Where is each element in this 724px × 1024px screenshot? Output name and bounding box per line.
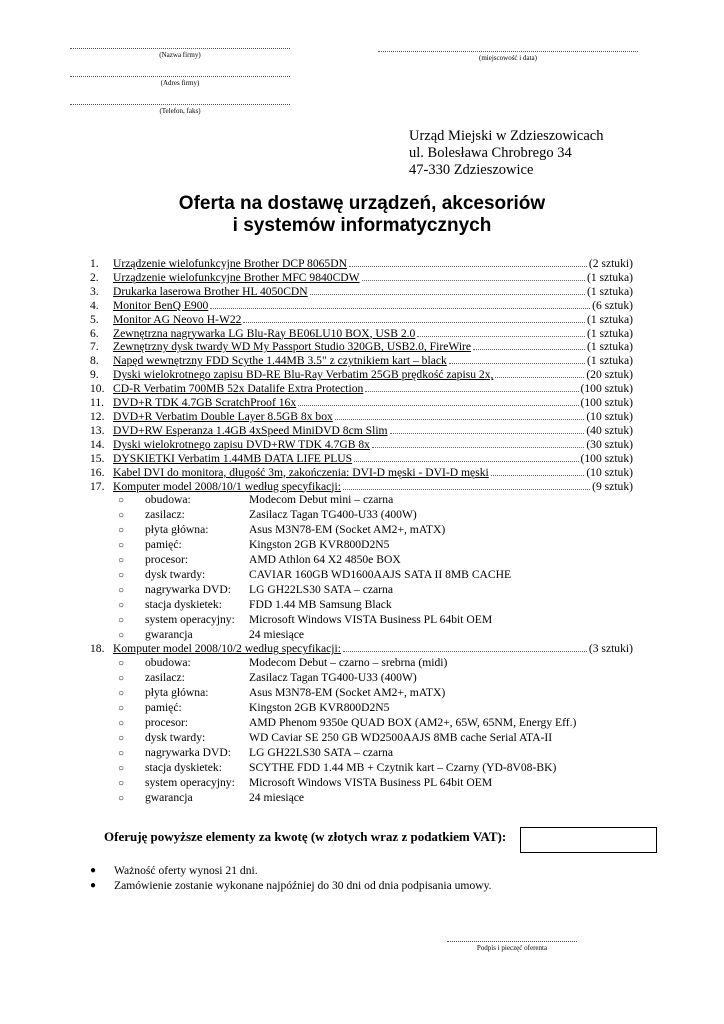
item-number: 14. bbox=[90, 437, 105, 451]
item-name: DYSKIETKI Verbatim 1.44MB DATA LIFE PLUS bbox=[113, 451, 353, 465]
circle-bullet-icon: ○ bbox=[118, 673, 125, 685]
item-quantity: (1 sztuka) bbox=[586, 326, 633, 340]
item-number: 15. bbox=[90, 451, 105, 465]
item-quantity: (1 sztuka) bbox=[586, 270, 633, 284]
offer-amount-box[interactable] bbox=[520, 827, 657, 853]
spec-label: płyta główna: bbox=[145, 523, 209, 537]
list-item bbox=[90, 257, 633, 271]
leader-dots bbox=[473, 340, 585, 350]
title-line-2: i systemów informatycznych bbox=[232, 215, 492, 236]
item-number: 10. bbox=[90, 382, 105, 396]
spec-label: nagrywarka DVD: bbox=[145, 745, 231, 759]
item-quantity: (1 sztuka) bbox=[586, 340, 633, 354]
leader-dots bbox=[243, 313, 584, 323]
spec-row bbox=[90, 731, 633, 746]
spec-label: system operacyjny: bbox=[145, 775, 235, 789]
circle-bullet-icon: ○ bbox=[118, 792, 125, 804]
spec-value: AMD Athlon 64 X2 4850e BOX bbox=[249, 553, 401, 567]
spec-label: płyta główna: bbox=[145, 686, 209, 700]
spec-value: Modecom Debut – czarno – srebrna (midi) bbox=[249, 656, 448, 670]
recipient-line-2: ul. Bolesława Chrobrego 34 bbox=[409, 145, 572, 161]
list-item bbox=[90, 313, 633, 327]
note-item bbox=[90, 878, 492, 893]
bullet-icon: ● bbox=[90, 880, 97, 891]
list-item bbox=[90, 452, 633, 466]
item-name: DVD+R Verbatim Double Layer 8.5GB 8x box bbox=[113, 409, 333, 423]
circle-bullet-icon: ○ bbox=[118, 658, 125, 670]
leader-dots bbox=[343, 480, 590, 490]
list-item bbox=[90, 354, 633, 368]
circle-bullet-icon: ○ bbox=[118, 495, 125, 507]
leader-dots bbox=[310, 285, 585, 295]
offer-label: Oferuję powyższe elementy za kwotę (w złotych wraz z podatkiem VAT): bbox=[104, 829, 507, 844]
circle-bullet-icon: ○ bbox=[118, 747, 125, 759]
list-item bbox=[90, 327, 633, 341]
leader-dots bbox=[210, 299, 590, 309]
circle-bullet-icon: ○ bbox=[118, 688, 125, 700]
leader-dots bbox=[298, 396, 578, 406]
spec-row bbox=[90, 583, 633, 598]
item-quantity: (1 sztuka) bbox=[586, 354, 633, 368]
notes-list bbox=[90, 863, 492, 893]
list-item bbox=[90, 480, 633, 494]
list-item bbox=[90, 424, 633, 438]
phone-line bbox=[70, 104, 290, 105]
company-address-caption: (Adres firmy) bbox=[160, 79, 200, 87]
title-line-1: Oferta na dostawę urządzeń, akcesoriów bbox=[178, 193, 546, 214]
item-number: 5. bbox=[90, 312, 99, 326]
item-quantity: (20 sztuk) bbox=[586, 368, 633, 382]
item-name: Monitor BenQ E900 bbox=[113, 298, 209, 312]
item-name: Urządzenie wielofunkcyjne Brother MFC 9840CDW bbox=[113, 270, 360, 284]
item-number: 12. bbox=[90, 409, 105, 423]
company-name-line bbox=[70, 48, 290, 49]
item-quantity: (9 sztuk) bbox=[592, 479, 633, 493]
spec-value: 24 miesiące bbox=[249, 627, 305, 641]
company-name-field bbox=[70, 48, 290, 59]
list-item bbox=[90, 396, 633, 410]
spec-row bbox=[90, 701, 633, 716]
item-name: Komputer model 2008/10/2 według specyfikacji: bbox=[113, 642, 341, 656]
items-list bbox=[90, 257, 633, 805]
item-number: 7. bbox=[90, 340, 99, 354]
circle-bullet-icon: ○ bbox=[118, 718, 125, 729]
list-item bbox=[90, 382, 633, 396]
spec-row bbox=[90, 746, 633, 761]
item-name: Napęd wewnętrzny FDD Scythe 1.44MB 3.5" z czytnikiem kart – black bbox=[113, 354, 447, 368]
spec-row bbox=[90, 628, 633, 643]
circle-bullet-icon: ○ bbox=[118, 569, 125, 581]
spec-value: AMD Phenom 9350e QUAD BOX (AM2+, 65W, 65NM, Energy Eff.) bbox=[249, 716, 577, 729]
circle-bullet-icon: ○ bbox=[118, 732, 125, 744]
recipient-line-1: Urząd Miejski w Zdzieszowicach bbox=[409, 128, 604, 144]
item-number: 8. bbox=[90, 354, 99, 368]
circle-bullet-icon: ○ bbox=[118, 703, 125, 715]
leader-dots bbox=[491, 466, 585, 476]
spec-row bbox=[90, 776, 633, 791]
spec-value: Zasilacz Tagan TG400-U33 (400W) bbox=[249, 508, 417, 522]
spec-label: zasilacz: bbox=[145, 671, 185, 685]
item-quantity: (100 sztuk) bbox=[580, 382, 633, 396]
leader-dots bbox=[335, 410, 585, 420]
spec-value: Asus M3N78-EM (Socket AM2+, mATX) bbox=[249, 523, 446, 537]
spec-label: dysk twardy: bbox=[145, 567, 206, 581]
company-address-field bbox=[70, 76, 290, 87]
circle-bullet-icon: ○ bbox=[118, 599, 125, 611]
signature-field bbox=[447, 941, 577, 952]
item-quantity: (10 sztuk) bbox=[586, 465, 633, 479]
company-name-caption: (Nazwa firmy) bbox=[159, 51, 201, 59]
circle-bullet-icon: ○ bbox=[118, 629, 125, 641]
leader-dots bbox=[417, 327, 585, 337]
spec-row bbox=[90, 761, 633, 776]
item-name: Dyski wielokrotnego zapisu BD-RE Blu-Ray Verbatim 25GB prędkość zapisu 2x, bbox=[113, 368, 494, 382]
list-item bbox=[90, 299, 633, 313]
spec-row bbox=[90, 656, 633, 671]
item-name: Urządzenie wielofunkcyjne Brother DCP 8065DN bbox=[113, 257, 347, 270]
item-quantity: (100 sztuk) bbox=[580, 451, 633, 465]
item-quantity: (3 sztuki) bbox=[588, 642, 633, 656]
item-name: CD-R Verbatim 700MB 52x Datalife Extra Protection bbox=[113, 382, 364, 396]
circle-bullet-icon: ○ bbox=[118, 510, 125, 522]
place-date-field bbox=[378, 51, 638, 62]
item-number: 9. bbox=[90, 368, 99, 382]
spec-value: LG GH22LS30 SATA – czarna bbox=[249, 582, 393, 596]
item-name: DVD+R TDK 4.7GB ScratchProof 16x bbox=[113, 396, 297, 410]
spec-label: gwarancja bbox=[145, 790, 193, 804]
list-item bbox=[90, 368, 633, 382]
spec-value: Zasilacz Tagan TG400-U33 (400W) bbox=[249, 671, 417, 685]
spec-row bbox=[90, 493, 633, 508]
spec-label: obudowa: bbox=[145, 493, 191, 507]
spec-value: WD Caviar SE 250 GB WD2500AAJS 8MB cache Serial ATA-II bbox=[249, 730, 553, 744]
spec-value: LG GH22LS30 SATA – czarna bbox=[249, 745, 393, 759]
item-name: Monitor AG Neovo H-W22 bbox=[113, 312, 242, 326]
spec-label: obudowa: bbox=[145, 656, 191, 670]
spec-row bbox=[90, 671, 633, 686]
item-number: 1. bbox=[90, 257, 99, 270]
item-number: 18. bbox=[90, 642, 105, 656]
leader-dots bbox=[343, 642, 587, 652]
circle-bullet-icon: ○ bbox=[118, 762, 125, 774]
spec-row bbox=[90, 686, 633, 701]
note-text: Zamówienie zostanie wykonane najpóźniej do 30 dni od dnia podpisania umowy. bbox=[114, 879, 492, 892]
item-quantity: (30 sztuk) bbox=[586, 437, 633, 451]
company-address-line bbox=[70, 76, 290, 77]
place-date-line bbox=[378, 51, 638, 52]
recipient-line-3: 47-330 Zdzieszowice bbox=[409, 162, 534, 178]
item-number: 16. bbox=[90, 465, 105, 479]
spec-value: Microsoft Windows VISTA Business PL 64bit OEM bbox=[249, 612, 493, 626]
spec-value: SCYTHE FDD 1.44 MB + Czytnik kart – Czarny (YD-8V08-BK) bbox=[249, 760, 557, 774]
spec-label: procesor: bbox=[145, 716, 189, 729]
list-item bbox=[90, 466, 633, 480]
leader-dots bbox=[449, 354, 585, 364]
item-number: 2. bbox=[90, 270, 99, 284]
item-name: Dyski wielokrotnego zapisu DVD+RW TDK 4.7GB 8x bbox=[113, 437, 370, 451]
bullet-icon: ● bbox=[90, 865, 97, 876]
spec-label: pamięć: bbox=[145, 538, 182, 552]
circle-bullet-icon: ○ bbox=[118, 540, 125, 552]
leader-dots bbox=[354, 452, 578, 462]
circle-bullet-icon: ○ bbox=[118, 525, 125, 537]
spec-label: gwarancja bbox=[145, 627, 193, 641]
item-name: Drukarka laserowa Brother HL 4050CDN bbox=[113, 284, 308, 298]
spec-row bbox=[90, 791, 633, 806]
spec-row bbox=[90, 598, 633, 613]
item-quantity: (1 sztuka) bbox=[586, 284, 633, 298]
circle-bullet-icon: ○ bbox=[118, 614, 125, 626]
spec-value: Kingston 2GB KVR800D2N5 bbox=[249, 701, 390, 715]
spec-value: Microsoft Windows VISTA Business PL 64bit OEM bbox=[249, 775, 493, 789]
list-item bbox=[90, 410, 633, 424]
item-number: 13. bbox=[90, 423, 105, 437]
spec-label: nagrywarka DVD: bbox=[145, 582, 231, 596]
circle-bullet-icon: ○ bbox=[118, 777, 125, 789]
item-number: 17. bbox=[90, 479, 105, 493]
spec-row bbox=[90, 716, 633, 731]
item-number: 6. bbox=[90, 326, 99, 340]
spec-row bbox=[90, 613, 633, 628]
spec-label: system operacyjny: bbox=[145, 612, 235, 626]
leader-dots bbox=[495, 368, 584, 378]
leader-dots bbox=[372, 438, 584, 448]
phone-caption: (Telefon, faks) bbox=[159, 107, 201, 115]
circle-bullet-icon: ○ bbox=[118, 584, 125, 596]
spec-value: Asus M3N78-EM (Socket AM2+, mATX) bbox=[249, 686, 446, 700]
spec-value: CAVIAR 160GB WD1600AAJS SATA II 8MB CACHE bbox=[249, 567, 512, 581]
item-number: 3. bbox=[90, 284, 99, 298]
list-item bbox=[90, 642, 633, 656]
item-quantity: (1 sztuka) bbox=[586, 312, 633, 326]
phone-field bbox=[70, 104, 290, 115]
spec-row bbox=[90, 553, 633, 568]
spec-value: Kingston 2GB KVR800D2N5 bbox=[249, 538, 390, 552]
spec-row bbox=[90, 508, 633, 523]
item-quantity: (6 sztuk) bbox=[592, 298, 633, 312]
item-name: Zewnętrzna nagrywarka LG Blu-Ray BE06LU10 BOX, USB 2.0 bbox=[113, 326, 416, 340]
leader-dots bbox=[365, 382, 578, 392]
item-name: DVD+RW Esperanza 1.4GB 4xSpeed MiniDVD 8cm Slim bbox=[113, 423, 388, 437]
recipient-address bbox=[409, 128, 603, 179]
item-number: 11. bbox=[90, 396, 105, 410]
spec-label: dysk twardy: bbox=[145, 730, 206, 744]
leader-dots bbox=[349, 257, 587, 267]
spec-label: zasilacz: bbox=[145, 508, 185, 522]
spec-label: stacja dyskietek: bbox=[145, 760, 222, 774]
place-date-caption: (miejscowość i data) bbox=[479, 54, 537, 62]
list-item bbox=[90, 340, 633, 354]
item-name: Zewnętrzny dysk twardy WD My Passport Studio 320GB, USB2.0, FireWire bbox=[113, 340, 472, 354]
leader-dots bbox=[362, 271, 585, 281]
item-name: Kabel DVI do monitora, długość 3m, zakończenia: DVI-D męski - DVI-D męski bbox=[113, 465, 489, 479]
spec-label: stacja dyskietek: bbox=[145, 597, 222, 611]
item-quantity: (40 sztuk) bbox=[586, 423, 633, 437]
spec-label: pamięć: bbox=[145, 701, 182, 715]
item-name: Komputer model 2008/10/1 według specyfikacji: bbox=[113, 479, 341, 493]
circle-bullet-icon: ○ bbox=[118, 555, 125, 567]
spec-value: FDD 1.44 MB Samsung Black bbox=[249, 597, 392, 611]
list-item bbox=[90, 271, 633, 285]
spec-row bbox=[90, 523, 633, 538]
spec-value: Modecom Debut mini – czarna bbox=[249, 493, 394, 507]
spec-value: 24 miesiące bbox=[249, 790, 305, 804]
leader-dots bbox=[390, 424, 585, 434]
note-item bbox=[90, 863, 492, 878]
signature-line bbox=[447, 941, 577, 942]
item-quantity: (100 sztuk) bbox=[580, 396, 633, 410]
item-number: 4. bbox=[90, 298, 99, 312]
list-item bbox=[90, 438, 633, 452]
signature-caption: Podpis i pieczęć oferenta bbox=[476, 944, 548, 952]
note-text: Ważność oferty wynosi 21 dni. bbox=[114, 864, 258, 877]
item-quantity: (2 sztuki) bbox=[588, 257, 633, 270]
spec-label: procesor: bbox=[145, 553, 189, 567]
list-item bbox=[90, 285, 633, 299]
spec-row bbox=[90, 568, 633, 583]
spec-row bbox=[90, 538, 633, 553]
document-title bbox=[0, 193, 724, 237]
item-quantity: (10 sztuk) bbox=[586, 409, 633, 423]
